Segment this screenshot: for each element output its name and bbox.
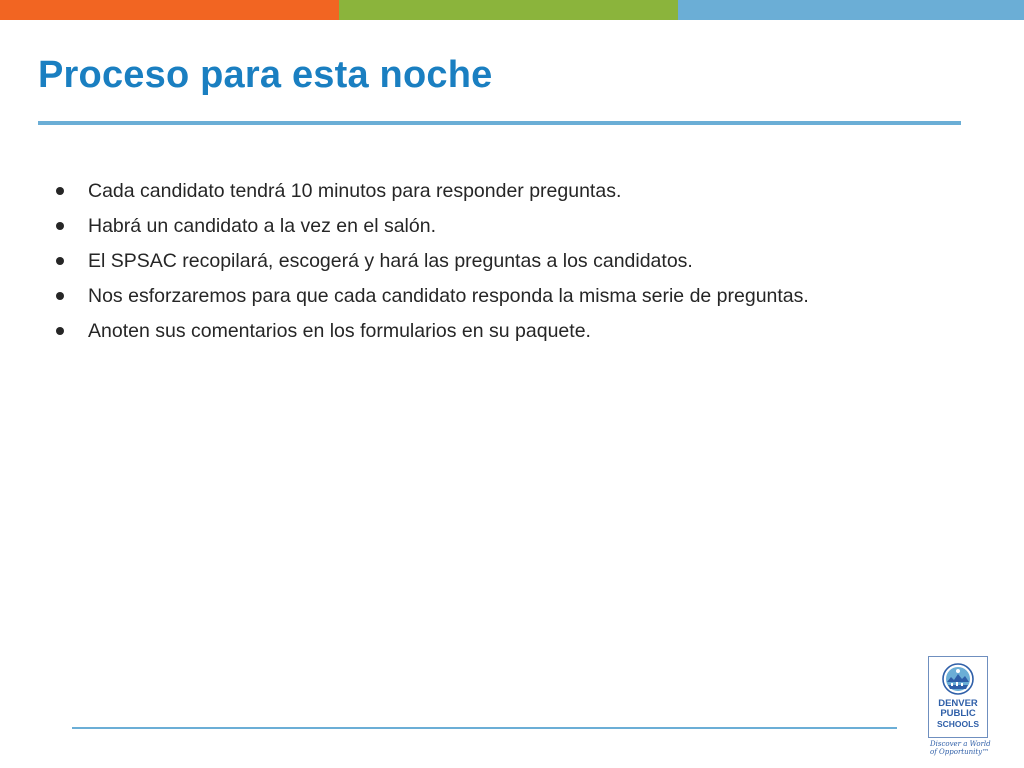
top-bar-green-segment bbox=[339, 0, 678, 20]
logo-text-denver: DENVER bbox=[938, 698, 978, 709]
slide-title: Proceso para esta noche bbox=[38, 54, 493, 96]
bullet-list bbox=[52, 174, 852, 349]
bullet-text: Anoten sus comentarios en los formularios en su paquete. bbox=[88, 320, 591, 342]
denver-public-schools-logo bbox=[928, 656, 988, 738]
tagline-line-1: Discover a World bbox=[930, 740, 991, 748]
bullet-text: El SPSAC recopilará, escogerá y hará las preguntas a los candidatos. bbox=[88, 250, 693, 272]
bullet-text: Habrá un candidato a la vez en el salón. bbox=[88, 215, 436, 237]
bullet-item bbox=[52, 174, 852, 209]
bullet-item bbox=[52, 209, 852, 244]
bullet-dot-icon bbox=[56, 257, 64, 265]
top-bar-blue-segment bbox=[678, 0, 1024, 20]
bullet-item bbox=[52, 314, 852, 349]
top-color-bar bbox=[0, 0, 1024, 20]
bullet-dot-icon bbox=[56, 327, 64, 335]
bullet-text: Cada candidato tendrá 10 minutos para responder preguntas. bbox=[88, 180, 622, 202]
logo-tagline bbox=[930, 740, 994, 756]
bullet-item bbox=[52, 244, 852, 279]
dps-emblem-icon bbox=[942, 663, 974, 695]
logo-text-public: PUBLIC bbox=[940, 708, 976, 719]
top-bar-orange-segment bbox=[0, 0, 339, 20]
bullet-dot-icon bbox=[56, 222, 64, 230]
title-underline bbox=[38, 121, 961, 125]
bullet-dot-icon bbox=[56, 187, 64, 195]
logo-text-schools: SCHOOLS bbox=[936, 719, 980, 729]
bullet-dot-icon bbox=[56, 292, 64, 300]
bullet-text: Nos esforzaremos para que cada candidato responda la misma serie de preguntas. bbox=[88, 285, 809, 307]
bullet-item bbox=[52, 279, 852, 314]
tagline-line-2: of Opportunity™ bbox=[930, 748, 990, 756]
footer-rule bbox=[72, 727, 897, 729]
